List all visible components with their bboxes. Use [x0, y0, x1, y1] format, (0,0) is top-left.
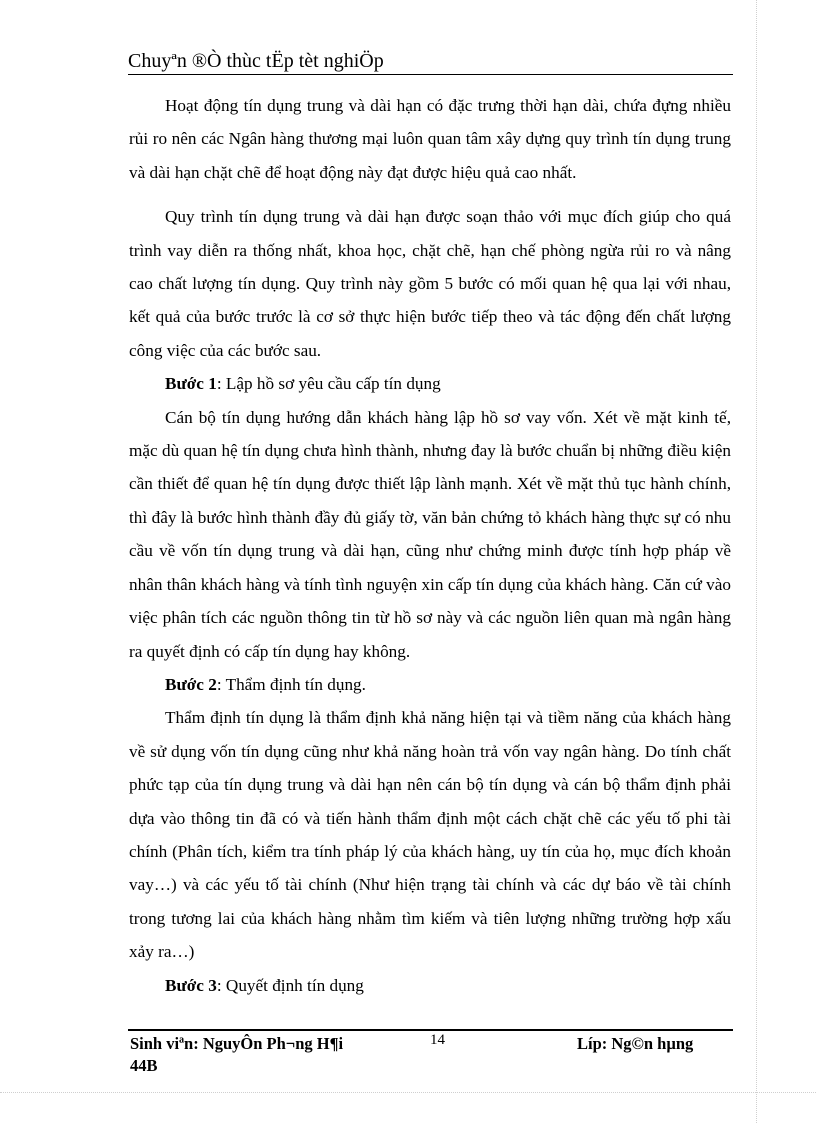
- step-heading: [129, 969, 731, 1002]
- body-paragraph: Thẩm định tín dụng là thẩm định khả năng hiện tại và tiềm năng của khách hàng về sử dụng vốn tín dụng cũng như khả năng hoàn trả vốn vay ngân hàng. Do tính chất phức tạp của tín dụng trung và dài hạn nên cán bộ tín dụng và cán bộ thẩm định phải dựa vào thông tin đã có và tiến hành thẩm định một cách chặt chẽ các yếu tố phi tài chính (Phân tích, kiểm tra tính pháp lý của khách hàng, uy tín của họ, mục đích khoản vay…) và các yếu tố tài chính (Như hiện trạng tài chính và các dự báo về tài chính trong tương lai của khách hàng nhằm tìm kiếm và tiên lượng những trường hợp xấu xảy ra…): [129, 708, 731, 962]
- page-margin-guide-right: [756, 0, 757, 1123]
- footer-student-line: Sinh viªn: NguyÔn Ph¬ng H¶i: [130, 1034, 344, 1053]
- page-number: 14: [430, 1032, 445, 1048]
- body-paragraph: Hoạt động tín dụng trung và dài hạn có đặc trưng thời hạn dài, chứa đựng nhiều rủi ro nên các Ngân hàng thương mại luôn quan tâm xây dựng quy trình tín dụng trung và dài hạn chặt chẽ để hoạt động này đạt được hiệu quả cao nhất.: [129, 96, 731, 182]
- step-title: : Quyết định tín dụng: [216, 975, 364, 995]
- document-body: [129, 89, 731, 1002]
- body-paragraph: Quy trình tín dụng trung và dài hạn được soạn thảo với mục đích giúp cho quá trình vay diễn ra thống nhất, khoa học, chặt chẽ, hạn chế phòng ngừa rủi ro và nâng cao chất lượng tín dụng. Quy trình này gồm 5 bước có mối quan hệ qua lại với nhau, kết quả của bước trước là cơ sở thực hiện bước tiếp theo và tác động đến chất lượng công việc của các bước sau.: [129, 207, 731, 360]
- step-title: : Lập hồ sơ yêu cầu cấp tín dụng: [216, 374, 441, 394]
- body-paragraph: Cán bộ tín dụng hướng dẫn khách hàng lập hồ sơ vay vốn. Xét về mặt kinh tế, mặc dù quan hệ tín dụng chưa hình thành, nhưng đay là bước chuẩn bị những điều kiện cần thiết để quan hệ tín dụng được thiết lập lành mạnh. Xét về mặt thủ tục hành chính, thì đây là bước hình thành đầy đủ giấy tờ, văn bản chứng tỏ khách hàng thực sự có nhu cầu về vốn tín dụng trung và dài hạn, cũng như chứng minh được tính hợp pháp về nhân thân khách hàng và tính tình nguyện xin cấp tín dụng của khách hàng. Căn cứ vào việc phân tích các nguồn thông tin từ hồ sơ này và các nguồn liên quan mà ngân hàng ra quyết định có cấp tín dụng hay không.: [129, 407, 731, 661]
- step-label: Bước 2: [165, 674, 217, 694]
- step-label: Bước 3: [165, 975, 217, 995]
- footer-class-label: Líp: Ng©n hµng: [577, 1034, 694, 1053]
- step-label: Bước 1: [165, 374, 217, 394]
- step-heading: [129, 668, 731, 701]
- page-margin-guide-bottom: [0, 1092, 816, 1093]
- footer-student-name: [130, 1033, 343, 1077]
- step-title: : Thẩm định tín dụng.: [216, 674, 366, 694]
- footer-student-course: 44B: [130, 1056, 158, 1075]
- header-divider: [128, 74, 733, 75]
- step-heading: [129, 367, 731, 400]
- document-header-title: Chuyªn ®Ò thùc tËp tèt nghiÖp: [128, 50, 384, 72]
